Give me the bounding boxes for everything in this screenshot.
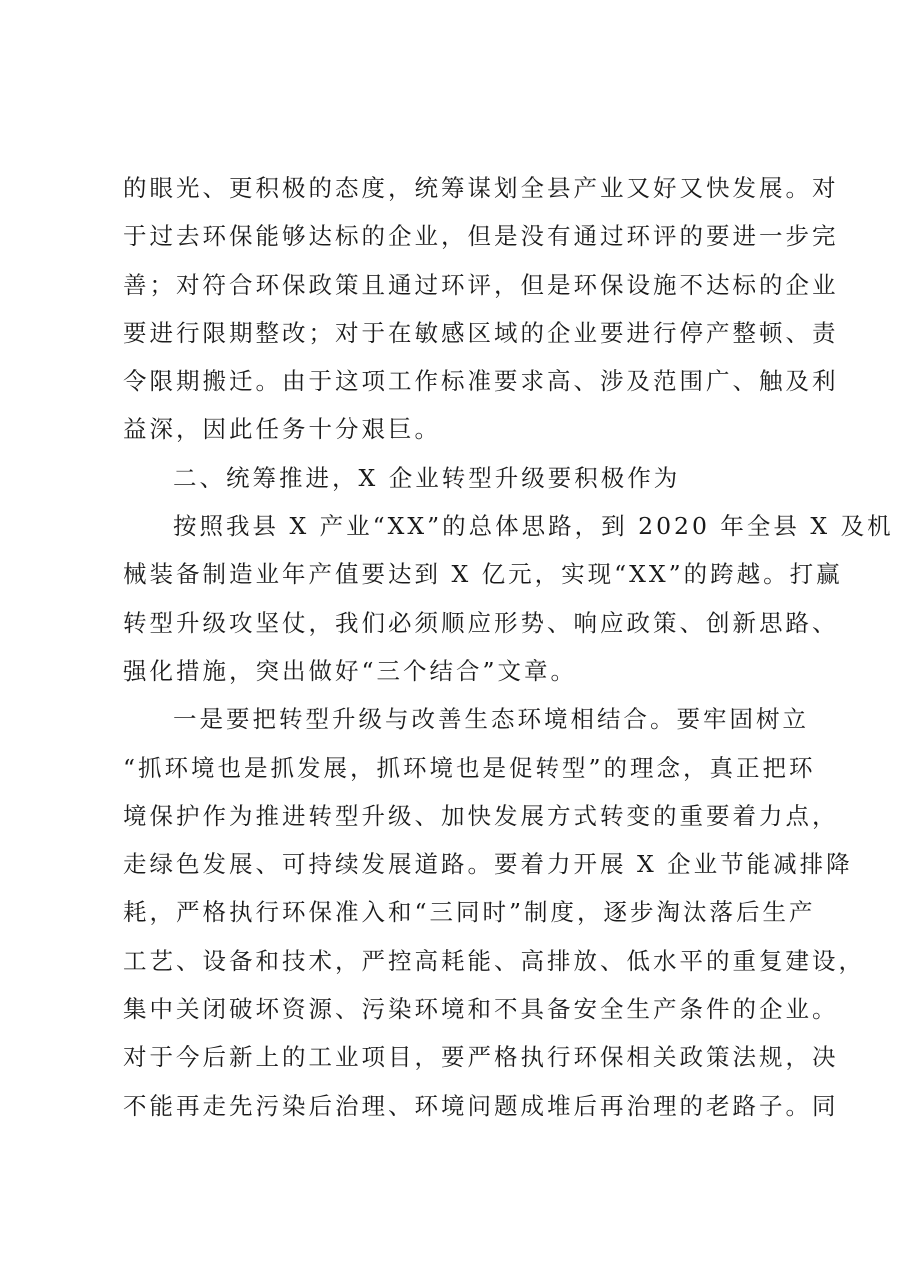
text-line: “抓环境也是抓发展，抓环境也是促转型”的理念，真正把环 bbox=[123, 753, 816, 782]
text-line: 按照我县 X 产业“XX”的总体思路，到 2020 年全县 X 及机 bbox=[173, 512, 894, 541]
text-line: 的眼光、更积极的态度，统筹谋划全县产业又好又快发展。对 bbox=[123, 174, 839, 202]
section-heading: 二、统筹推进，X 企业转型升级要积极作为 bbox=[173, 463, 681, 492]
text-line: 耗，严格执行环保准入和“三同时”制度，逐步淘汰落后生产 bbox=[123, 898, 816, 927]
text-line: 益深，因此任务十分艰巨。 bbox=[123, 415, 441, 444]
text-line: 境保护作为推进转型升级、加快发展方式转变的重要着力点， bbox=[123, 801, 839, 830]
text-line: 集中关闭破坏资源、污染环境和不具备安全生产条件的企业。 bbox=[123, 995, 839, 1024]
text-line: 强化措施，突出做好“三个结合”文章。 bbox=[123, 656, 578, 685]
text-line: 转型升级攻坚仗，我们必须顺应形势、响应政策、创新思路、 bbox=[123, 608, 839, 637]
text-line: 要进行限期整改；对于在敏感区域的企业要进行停产整顿、责 bbox=[123, 318, 839, 347]
text-line: 工艺、设备和技术，严控高耗能、高排放、低水平的重复建设， bbox=[123, 946, 865, 975]
document-body bbox=[123, 164, 894, 1130]
text-line: 走绿色发展、可持续发展道路。要着力开展 X 企业节能减排降 bbox=[123, 850, 853, 879]
text-line: 一是要把转型升级与改善生态环境相结合。要牢固树立 bbox=[173, 705, 809, 734]
text-line: 不能再走先污染后治理、环境问题成堆后再治理的老路子。同 bbox=[123, 1091, 839, 1120]
text-line: 于过去环保能够达标的企业，但是没有通过环评的要进一步完 bbox=[123, 222, 839, 251]
text-line: 善；对符合环保政策且通过环评，但是环保设施不达标的企业 bbox=[123, 270, 839, 299]
text-line: 对于今后新上的工业项目，要严格执行环保相关政策法规，决 bbox=[123, 1043, 839, 1072]
text-line: 令限期搬迁。由于这项工作标准要求高、涉及范围广、触及利 bbox=[123, 367, 839, 396]
text-line: 械装备制造业年产值要达到 X 亿元，实现“XX”的跨越。打赢 bbox=[123, 560, 843, 589]
